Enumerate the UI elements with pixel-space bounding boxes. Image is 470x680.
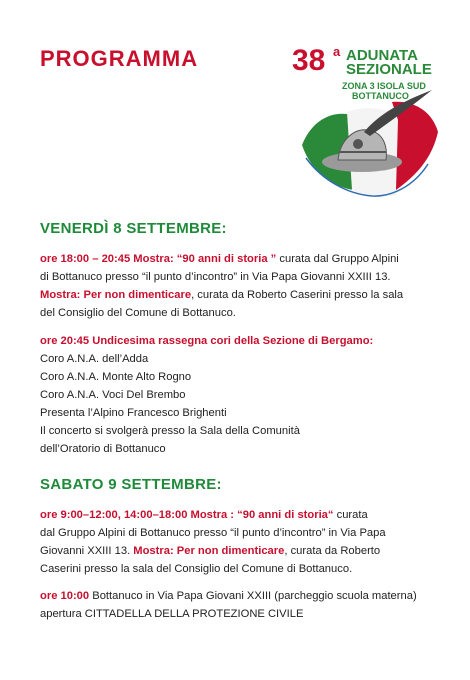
friday-choir-line: Il concerto si svolgerà presso la Sala della Comunità: [40, 425, 300, 437]
logo-line1: ADUNATA: [346, 47, 418, 64]
saturday-line2: dal Gruppo Alpini di Bottanuco presso “il punto d’incontro” in Via Papa: [40, 527, 386, 539]
page-title: PROGRAMMA: [40, 46, 199, 71]
saturday-time2: ore 10:00: [40, 590, 90, 602]
saturday-mostra2: Mostra: Per non dimenticare: [133, 545, 285, 557]
friday-choir-line: Presenta l’Alpino Francesco Brighenti: [40, 407, 227, 419]
saturday-text1: curata: [333, 509, 368, 521]
saturday-heading: SABATO 9 SETTEMBRE:: [40, 476, 222, 493]
saturday-line3b: , curata da Roberto: [284, 545, 381, 557]
saturday-line-civil: apertura CITTADELLA DELLA PROTEZIONE CIVILE: [40, 608, 304, 620]
saturday-line4: Caserini presso la sala del Consiglio del Comune di Bottanuco.: [40, 563, 353, 575]
friday-text1: curata dal Gruppo Alpini: [276, 253, 399, 265]
friday-heading: VENERDÌ 8 SETTEMBRE:: [40, 220, 227, 237]
saturday-text2: Bottanuco in Via Papa Giovani XXIII (parcheggio scuola materna): [89, 590, 417, 602]
event-logo: [292, 40, 440, 198]
logo-line3: ZONA 3 ISOLA SUD: [342, 81, 426, 91]
friday-block1: [40, 250, 450, 322]
saturday-line3a: Giovanni XXIII 13.: [40, 545, 134, 557]
logo-number: 38: [292, 44, 326, 77]
friday-choir-line: Coro A.N.A. dell’Adda: [40, 353, 149, 365]
logo-line4: BOTTANUCO: [352, 91, 409, 101]
saturday-block1: [40, 506, 450, 578]
logo-superscript: a: [333, 44, 341, 59]
saturday-time1: ore 9:00–12:00, 14:00–18:00 Mostra : “90 anni di storia“: [40, 509, 334, 521]
friday-choir-line: Coro A.N.A. Voci Del Brembo: [40, 389, 186, 401]
friday-choir-line: dell’Oratorio di Bottanuco: [40, 443, 166, 455]
friday-text3: , curata da Roberto Caserini presso la sala: [191, 289, 404, 301]
friday-mostra2: Mostra: Per non dimenticare: [40, 289, 192, 301]
friday-block2: [40, 332, 450, 458]
friday-choir-line: Coro A.N.A. Monte Alto Rogno: [40, 371, 192, 383]
friday-time1: ore 18:00 – 20:45 Mostra: “90 anni di storia ”: [40, 253, 277, 265]
friday-choir-heading: ore 20:45 Undicesima rassegna cori della Sezione di Bergamo:: [40, 335, 374, 347]
logo-line2: SEZIONALE: [346, 61, 432, 78]
saturday-block2: [40, 587, 450, 623]
friday-line2: di Bottanuco presso “il punto d’incontro” in Via Papa Giovanni XXIII 13.: [40, 271, 391, 283]
friday-line4: del Consiglio del Comune di Bottanuco.: [40, 307, 236, 319]
